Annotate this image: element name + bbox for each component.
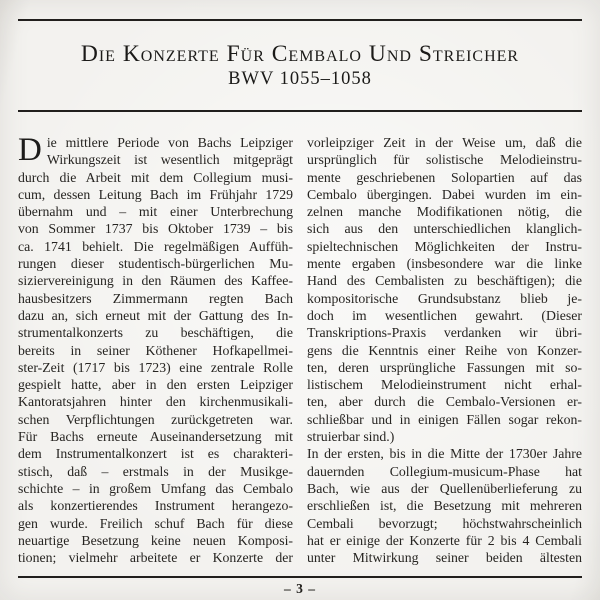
text-line: schließbar und in einigen Fällen sogar rekon- [307,411,582,427]
text-line: ten, deren ursprüngliche Fassungen mit so- [307,359,582,375]
text-line: dazu an, sich erneut mit der Gattung des In- [18,307,293,323]
text-line: hat er einige der Konzerte für 2 bis 4 Cembali [307,532,582,548]
text-line: rungen dieser studentisch-bürgerlichen Mu- [18,256,293,272]
text-line: übernahm und – mit einer Unterbrechung [18,204,293,220]
text-line: strumentalkonzerts zu beschäftigen, die [18,325,293,341]
page-title-block [0,41,600,90]
text-line: durch die Arbeit mit dem Collegium musi- [18,169,293,185]
text-line: vorleipziger Zeit in der Weise um, daß die [307,135,582,150]
text-line: erschließen ist, die Besetzung mit mehreren [307,498,582,514]
text-line: kompositorische Grundsubstanz blieb je- [307,290,582,306]
text-column-left [18,134,293,566]
text-line: ca. 1741 behielt. Die regelmäßigen Auffüh- [18,238,293,254]
text-line: cum, dessen Leitung Bach im Frühjahr 1729 [18,186,293,202]
text-line: ie mittlere Periode von Bachs Leipziger [46,135,293,150]
two-column-text [18,134,582,566]
text-line: neuartige Besetzung keine neuen Komposi- [18,532,293,548]
text-line: listischem Melodieinstrument nicht erhal- [307,377,582,393]
text-line: spieltechnischen Möglichkeiten der Instru- [307,238,582,254]
text-line: Für Bachs erneute Auseinandersetzung mit [18,429,293,445]
horizontal-rule-top [18,19,582,21]
horizontal-rule-bottom [18,576,582,578]
page-number: – 3 – [284,581,316,596]
text-line: In der ersten, bis in die Mitte der 1730er Jahre [307,446,582,462]
page-title: Die Konzerte Für Cembalo Und Streicher [80,41,520,67]
text-line: von Sommer 1737 bis Oktober 1739 – bis [18,221,293,237]
text-line: Cembalo übergingen. Dabei wurden im ein- [307,186,582,202]
text-line: Kantoratsjahren hinter den kirchenmusikali- [18,394,293,410]
text-line: siziervereinigung in den Räumen des Kaffee- [18,273,293,289]
text-line: dem Instrumentalkonzert ist es charakteri- [18,446,293,462]
text-line: stisch, daß – erstmals in der Musikge- [18,463,293,479]
text-line: tionen; vielmehr arbeitete er Konzerte der [18,550,293,566]
text-line: bereits in seiner Köthener Hofkapellmei- [18,342,293,358]
text-line: ster-Zeit (1717 bis 1723) eine zentrale Rolle [18,359,293,375]
text-line: hausbesitzers Zimmermann regten Bach [18,290,293,306]
drop-cap: D [18,134,42,168]
text-line: doch im wesentlichen gewahrt. (Dieser [307,307,582,323]
text-line: gens die Kenntnis einer Reihe von Konzer- [307,342,582,358]
text-line: ursprünglich für solistische Melodieinstru- [307,152,582,168]
text-line: Cembali bevorzugt; höchstwahrscheinlich [307,515,582,531]
text-line: als konzertierendes Instrument herangezo- [18,498,293,514]
text-line: mente geschriebenen Solopartien auf das [307,169,582,185]
text-line: Wirkungszeit ist wesentlich mitgeprägt [46,152,293,168]
text-column-right [307,134,582,566]
horizontal-rule-under-title [18,110,582,112]
text-line: dauernden Collegium-musicum-Phase hat [307,463,582,479]
text-line: Transkriptions-Praxis verdanken wir übri- [307,325,582,341]
text-line: gespielt hatte, aber in den ersten Leipziger [18,377,293,393]
text-line: schen Verpflichtungen zurückgetreten war. [18,411,293,427]
text-line: Hand des Cembalisten zu beschäftigen); die [307,273,582,289]
text-line: mente ergaben (insbesondere war die linke [307,256,582,272]
text-line: Bach, wie aus der Quellenüberlieferung zu [307,480,582,496]
page-subtitle-bwv: BWV 1055–1058 [228,69,372,89]
text-line: gen wurde. Freilich schuf Bach für diese [18,515,293,531]
text-line: schichte – in großem Umfang das Cembalo [18,480,293,496]
text-line: struierbar sind.) [307,429,395,445]
text-line: zelnen manche Modifikationen nötig, die [307,204,582,220]
text-line: ten, aber durch die Cembalo-Versionen er- [307,394,582,410]
text-line: unter Mitwirkung seiner beiden ältesten [307,550,582,566]
text-line: sich aus den unterschiedlichen klanglich- [307,221,582,237]
